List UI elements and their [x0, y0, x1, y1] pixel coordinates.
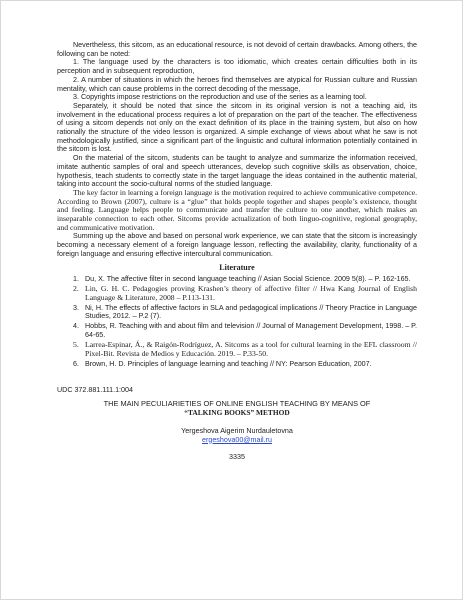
article-title-line-1: THE MAIN PECULIARIETIES OF ONLINE ENGLISH TEACHING BY MEANS OF [103, 398, 371, 408]
literature-item-text: Du, X. The affective filter in second language teaching // Asian Social Science. 2009 5(8). – P. 162-165. [85, 275, 411, 284]
paragraph-drawback-3: 3. Copyrights impose restrictions on the reproduction and use of the series as a learning tool. [73, 93, 367, 102]
literature-item-number: 3. [73, 303, 79, 312]
page-number: 3335 [229, 453, 245, 462]
author-name: Yergeshova Aigerim Nurdauletovna [181, 426, 293, 435]
literature-item [57, 285, 417, 302]
literature-item [57, 360, 417, 369]
literature-item-number: 2. [73, 284, 79, 294]
author-email-link[interactable]: ergeshova00@mail.ru [202, 435, 272, 444]
literature-item-number: 4. [73, 322, 79, 331]
paragraph-drawback-1: 1. The language used by the characters is too idiomatic, which creates certain difficulties both in its perception and in subsequent reproduction, [57, 58, 417, 76]
literature-heading: Literature [219, 262, 255, 272]
literature-item [57, 304, 417, 321]
paragraph-drawback-2: 2. A number of situations in which the heroes find themselves are atypical for Russian culture and Russian mentality, which can cause problems in the correct decoding of the message, [57, 75, 417, 93]
article-title-line-2: “TALKING BOOKS” METHOD [184, 407, 290, 417]
paragraph-preparation: Separately, it should be noted that since the sitcom in its original version is not a teaching aid, its involvement in the educational process requires a lot of preparation on the part of the teacher. The effectiveness of using a sitcom depends not only on the exact definition of its place in the training system, but also on how rationally the structure of the video lesson is organized. A simple exchange of views about what he saw is not methodologically justified, since a significant part of the linguistic and cultural information potentially contained in the sitcom is lost. [57, 101, 417, 154]
page-content [57, 41, 417, 462]
paragraph-summary: Summing up the above and based on personal work experience, we can state that the sitcom is increasingly becoming a necessary element of a foreign language lesson, reflecting the availability, clarity, functionality of a foreign language and ensuring effective intercultural communication. [57, 232, 417, 258]
literature-item-text: Ni, H. The effects of affective factors in SLA and pedagogical implications // Theory Practice in Language Studies, 2012. – P.2 (7). [85, 303, 417, 321]
udc-code: UDC 372.881.111.1:004 [57, 386, 133, 395]
literature-item-text: Hobbs, R. Teaching with and about film and television // Journal of Management Development, 1998. – P. 64-65. [85, 322, 417, 340]
literature-item-text: Brown, H. D. Principles of language learning and teaching // NY: Pearson Education, 2007. [85, 359, 372, 368]
article-title [57, 399, 417, 417]
literature-item-number: 5. [73, 339, 79, 349]
literature-list [57, 275, 417, 368]
literature-item-number: 1. [73, 275, 79, 284]
literature-item-text: Larrea-Espinar, Á., & Raigón-Rodríguez, A. Sitcoms as a tool for cultural learning in the EFL classroom // Píxel-Bit. Revista de Medios y Educación. 2019. – P.33-50. [85, 339, 417, 358]
literature-item [57, 341, 417, 358]
paragraph-drawbacks-intro: Nevertheless, this sitcom, as an educational resource, is not devoid of certain drawbacks. Among others, the following can be noted: [57, 41, 417, 58]
literature-item-number: 6. [73, 359, 79, 368]
paragraph-sitcom-material: On the material of the sitcom, students can be taught to analyze and summarize the information received, imitate authentic samples of oral and speech utterances, develop such cognitive skills as observation, choice, hypothesis, teach students to correctly state in the target language the ideas contained in the authentic material, taking into account the socio-cultural norms of the studied language. [57, 154, 417, 189]
literature-item-text: Lin, G. H. C. Pedagogies proving Krashen’s theory of affective filter // Hwa Kang Journal of English Language & Literature, 2008 – P.113-131. [85, 284, 417, 302]
paragraph-motivation: The key factor in learning a foreign language is the motivation required to achieve communicative competence. According to Brown (2007), culture is a “glue” that holds people together and shapes people’s existence, thought and feeling. Language helps people to communicate and transfer the culture to one another, which makes an inseparable connection to each other. Sitcoms provide actualization of both linguo-cognitive, regional geography, and communicative motivation. [57, 187, 417, 232]
literature-item [57, 322, 417, 339]
literature-item [57, 275, 417, 284]
